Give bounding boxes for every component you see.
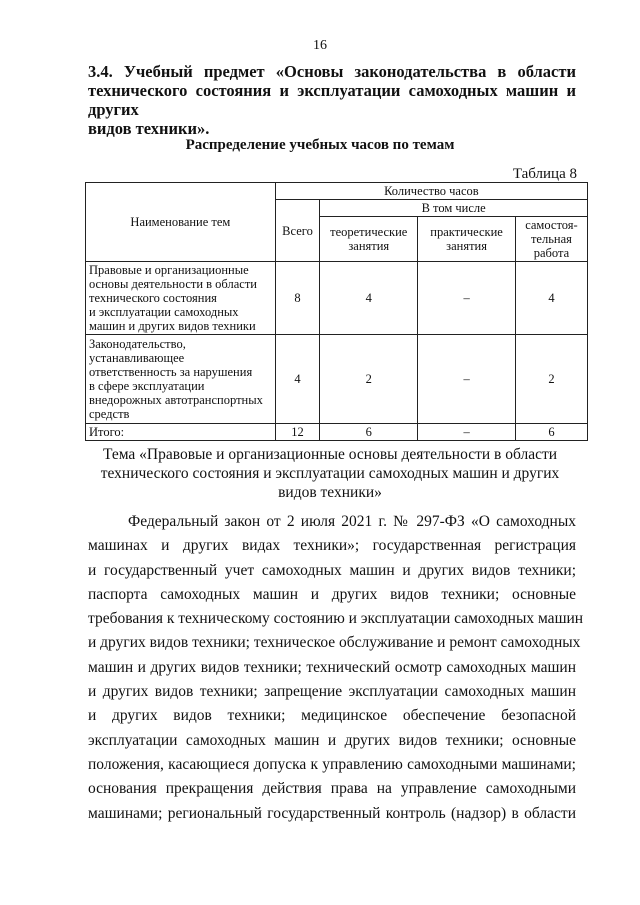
section-title [88, 62, 576, 138]
header-self-study: самостоя-тельная работа [515, 217, 587, 262]
body-line: паспорта самоходных машин и других видов техники; основные [88, 585, 576, 603]
topic-name-cell [86, 335, 276, 424]
totals-label: Итого: [86, 424, 276, 441]
header-hours: Количество часов [275, 183, 587, 200]
topic-name-line: Законодательство, [89, 337, 186, 351]
self-study-hours-cell: 4 [515, 262, 587, 335]
body-line: и других видов техники; медицинское обеспечение безопасной [88, 707, 576, 725]
topic-name-line: технического состояния [89, 291, 217, 305]
page-number: 16 [313, 38, 327, 53]
theory-hours-cell: 2 [320, 335, 418, 424]
topic-name-line: Правовые и организационные [89, 263, 249, 277]
topic-name-line: внедорожных автотранспортных [89, 393, 263, 407]
total-hours-cell: 8 [275, 262, 319, 335]
section-title-line: 3.4. Учебный предмет «Основы законодательства в области [88, 62, 576, 81]
topic-name-line: и эксплуатации самоходных [89, 305, 239, 319]
topic-name-line: в сфере эксплуатации [89, 379, 205, 393]
table-label: Таблица 8 [512, 166, 577, 182]
header-topic-name: Наименование тем [86, 183, 276, 262]
topic-name-line: основы деятельности в области [89, 277, 257, 291]
body-line: и государственный учет самоходных машин и других видов техники; [88, 561, 576, 579]
topic-title [80, 445, 580, 502]
body-line: требования к техническому состоянию и эксплуатации самоходных машин [88, 610, 584, 628]
totals-row [86, 424, 588, 441]
practice-hours-cell: – [418, 262, 516, 335]
totals-practice: – [418, 424, 516, 441]
topic-title-line: технического состояния и эксплуатации самоходных машин и других [100, 465, 560, 482]
totals-self-study: 6 [515, 424, 587, 441]
body-line: машин и других видов техники; технический осмотр самоходных машин [88, 658, 576, 676]
header-practice: практические занятия [418, 217, 516, 262]
body-line: эксплуатации самоходных машин и других видов техники; основные [88, 731, 576, 749]
body-paragraph [88, 510, 584, 826]
body-line: и других видов техники; техническое обслуживание и ремонт самоходных [88, 634, 581, 652]
self-study-hours-cell: 2 [515, 335, 587, 424]
table-row [86, 335, 588, 424]
body-line: Федеральный закон от 2 июля 2021 г. № 297-ФЗ «О самоходных [128, 513, 576, 530]
totals-theory: 6 [320, 424, 418, 441]
topic-title-line: Тема «Правовые и организационные основы деятельности в области [102, 446, 558, 463]
body-line: машинами; региональный государственный контроль (надзор) в области [88, 804, 576, 822]
practice-hours-cell: – [418, 335, 516, 424]
topic-name-line: машин и других видов техники [89, 319, 256, 333]
totals-total: 12 [275, 424, 319, 441]
body-line: и других видов техники; запрещение эксплуатации самоходных машин [88, 683, 576, 701]
topic-name-line: устанавливающее [89, 351, 185, 365]
header-total: Всего [275, 200, 319, 262]
body-line: основания прекращения действия права на управление самоходными [88, 780, 576, 798]
distribution-heading: Распределение учебных часов по темам [185, 137, 455, 153]
topic-name-line: ответственность за нарушения [89, 365, 253, 379]
topic-title-line: видов техники» [278, 484, 382, 501]
section-title-line: видов техники». [88, 119, 210, 138]
topic-name-line: средств [89, 407, 130, 421]
body-line: положения, касающиеся допуска к управлению самоходными машинами; [88, 755, 576, 773]
section-title-line: технического состояния и эксплуатации самоходных машин и других [88, 81, 576, 119]
total-hours-cell: 4 [275, 335, 319, 424]
header-including: В том числе [320, 200, 588, 217]
header-theory: теоретические занятия [320, 217, 418, 262]
hours-table [85, 182, 588, 441]
table-row [86, 262, 588, 335]
theory-hours-cell: 4 [320, 262, 418, 335]
body-line: машинах и других видах техники»; государственная регистрация [88, 537, 576, 555]
topic-name-cell [86, 262, 276, 335]
